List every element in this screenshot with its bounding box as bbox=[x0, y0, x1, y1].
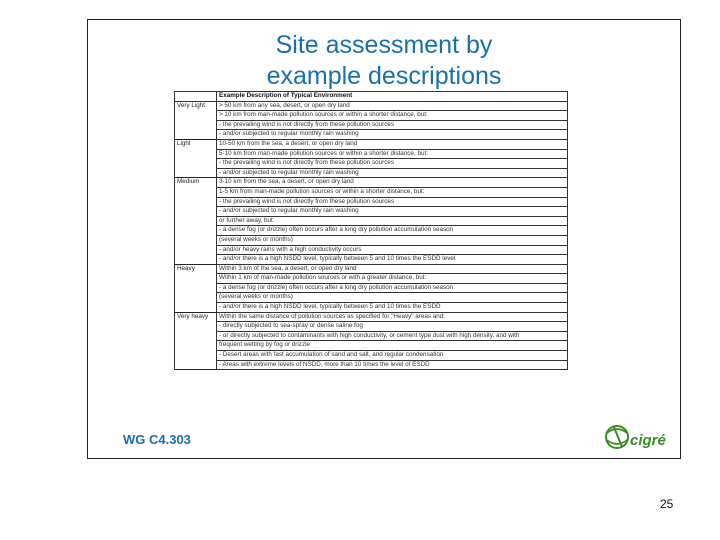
table-header-row bbox=[175, 92, 568, 102]
table-row bbox=[175, 283, 568, 293]
table-row bbox=[175, 331, 568, 341]
table-row bbox=[175, 341, 568, 351]
table-row bbox=[175, 168, 568, 178]
environment-description-line: (several weeks or months) bbox=[217, 293, 568, 303]
environment-description-line: - a dense fog (or drizzle) often occurs after a long dry pollution accumulation season bbox=[217, 226, 568, 236]
table-row bbox=[175, 197, 568, 207]
table-row bbox=[175, 303, 568, 313]
table-row bbox=[175, 139, 568, 149]
table-row bbox=[175, 245, 568, 255]
cigre-globe-icon bbox=[606, 426, 628, 448]
table-row bbox=[175, 101, 568, 111]
table-row bbox=[175, 120, 568, 130]
table-row bbox=[175, 187, 568, 197]
environment-description-line: - and/or heavy rains with a high conductivity occurs bbox=[217, 245, 568, 255]
environment-description-line: Within 1 km of man-made pollution sources or with a greater distance, but: bbox=[217, 274, 568, 284]
table-row bbox=[175, 207, 568, 217]
environment-description-line: - or directly subjected to contaminants with high conductivity, or cement type dust with high density, and with bbox=[217, 331, 568, 341]
pollution-level-label: Very heavy bbox=[175, 312, 217, 370]
environment-description-line: - and/or there is a high NSDD level, typically between 5 and 10 times the ESDD bbox=[217, 303, 568, 313]
table-body bbox=[175, 101, 568, 370]
environment-description-line: 3-10 km from the sea, a desert, or open dry land bbox=[217, 178, 568, 188]
table-row bbox=[175, 322, 568, 332]
table-row bbox=[175, 130, 568, 140]
environment-description-line: - directly subjected to sea-spray or dense saline fog bbox=[217, 322, 568, 332]
environment-description-line: > 50 km from any sea, desert, or open dry land bbox=[217, 101, 568, 111]
table-row bbox=[175, 312, 568, 322]
table-row bbox=[175, 293, 568, 303]
table-row bbox=[175, 226, 568, 236]
environment-description-line: or further away, but: bbox=[217, 216, 568, 226]
environment-description-line: frequent wetting by fog or drizzle bbox=[217, 341, 568, 351]
slide-frame bbox=[87, 19, 681, 459]
table-row bbox=[175, 351, 568, 361]
environment-description-line: (several weeks or months) bbox=[217, 235, 568, 245]
environment-description-line: - a dense fog (or drizzle) often occurs after a long dry pollution accumulation season bbox=[217, 283, 568, 293]
environment-description-line: Within the same distance of pollution sources as specified for "Heavy" areas and: bbox=[217, 312, 568, 322]
environment-description-line: - the prevailing wind is not directly from these pollution sources bbox=[217, 159, 568, 169]
pollution-level-label: Light bbox=[175, 139, 217, 177]
table-row bbox=[175, 274, 568, 284]
table-header-empty bbox=[175, 92, 217, 102]
pollution-level-label: Medium bbox=[175, 178, 217, 264]
table-row bbox=[175, 235, 568, 245]
environment-description-line: - and/or subjected to regular monthly rain washing bbox=[217, 130, 568, 140]
table-row bbox=[175, 255, 568, 265]
cigre-logo-text: cigré bbox=[630, 432, 666, 449]
table-row bbox=[175, 264, 568, 274]
environment-description-line: - Areas with extreme levels of NSDD, more than 10 times the level of ESDD bbox=[217, 360, 568, 370]
pollution-level-label: Heavy bbox=[175, 264, 217, 312]
table-row bbox=[175, 111, 568, 121]
table-row bbox=[175, 360, 568, 370]
table-row bbox=[175, 159, 568, 169]
environment-description-line: - Desert areas with fast accumulation of sand and salt, and regular condensation bbox=[217, 351, 568, 361]
slide-title-line-1: Site assessment by bbox=[275, 31, 493, 59]
environment-description-line: 1-5 km from man-made pollution sources or within a shorter distance, but: bbox=[217, 187, 568, 197]
environment-description-line: 5-10 km from man-made pollution sources or within a shorter distance, but: bbox=[217, 149, 568, 159]
table-header-description: Example Description of Typical Environment bbox=[217, 92, 568, 102]
site-assessment-table bbox=[174, 91, 568, 370]
environment-description-line: - and/or subjected to regular monthly rain washing bbox=[217, 168, 568, 178]
environment-description-line: - the prevailing wind is not directly from these pollution sources bbox=[217, 197, 568, 207]
working-group-label: WG C4.303 bbox=[123, 432, 191, 447]
environment-description-line: - and/or there is a high NSDD level, typically between 5 and 10 times the ESDD level bbox=[217, 255, 568, 265]
cigre-logo bbox=[602, 415, 672, 455]
table-row bbox=[175, 178, 568, 188]
environment-description-line: > 10 km from man-made pollution sources or within a shorter distance, but: bbox=[217, 111, 568, 121]
environment-description-line: 10-50 km from the sea, a desert, or open dry land bbox=[217, 139, 568, 149]
environment-description-line: - the prevailing wind is not directly from these pollution sources bbox=[217, 120, 568, 130]
environment-description-line: Within 3 km of the sea, a desert, or open dry land bbox=[217, 264, 568, 274]
table-row bbox=[175, 149, 568, 159]
environment-description-line: - and/or subjected to regular monthly rain washing bbox=[217, 207, 568, 217]
page-number: 25 bbox=[660, 497, 674, 511]
table-row bbox=[175, 216, 568, 226]
slide-title-line-2: example descriptions bbox=[266, 62, 502, 90]
pollution-level-label: Very Light bbox=[175, 101, 217, 139]
